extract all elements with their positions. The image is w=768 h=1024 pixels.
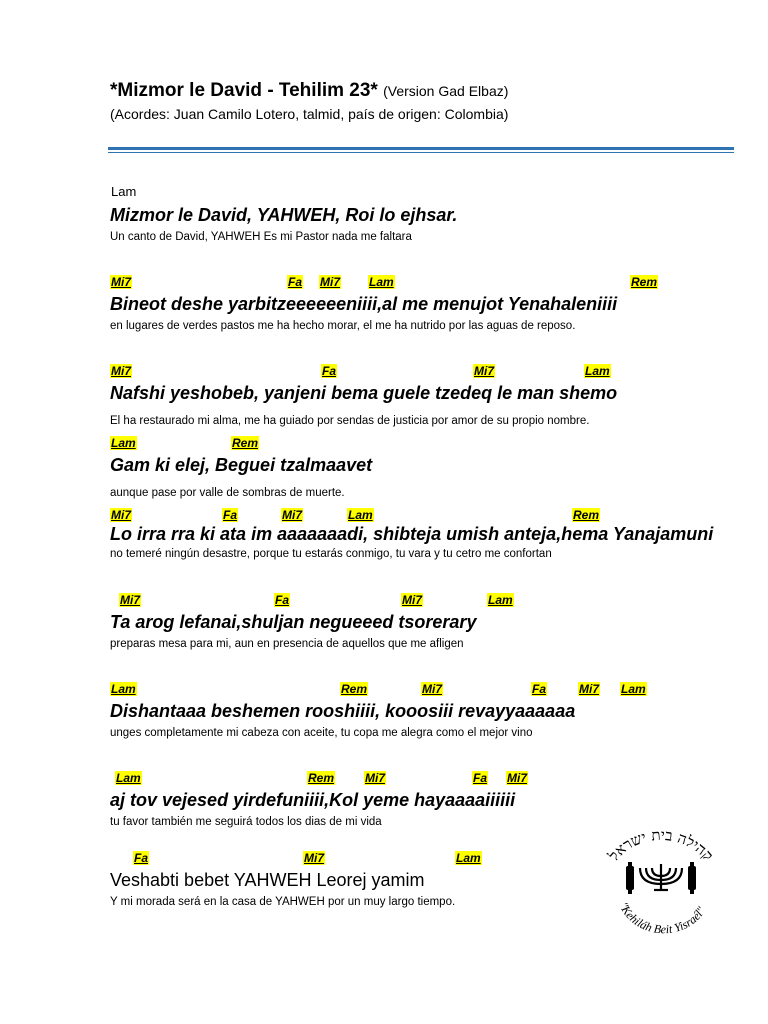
chord: Rem xyxy=(631,275,658,289)
chord: Mi7 xyxy=(422,682,443,696)
chord: Lam xyxy=(621,682,646,696)
chord: Lam xyxy=(348,508,373,522)
lyric-line: Dishantaaa beshemen rooshiiii, kooosiii revayyaaaaaa xyxy=(110,701,576,721)
lyric-line: Bineot deshe yarbitzeeeeeeniiii,al me menujot Yenahaleniiii xyxy=(110,294,618,314)
lyric-line: Nafshi yeshobeb, yanjeni bema guele tzedeq le man shemo xyxy=(110,383,618,403)
translation-line: unges completamente mi cabeza con aceite, tu copa me alegra como el mejor vino xyxy=(110,727,533,739)
lyric-line: Mizmor le David, YAHWEH, Roi lo ejhsar. xyxy=(110,205,458,225)
chord: Lam xyxy=(111,682,136,696)
chord: Fa xyxy=(473,771,488,785)
translation-line: no temeré ningún desastre, porque tu estarás conmigo, tu vara y tu cetro me confortan xyxy=(110,548,552,560)
page-title xyxy=(110,80,508,102)
lyric-line: Veshabti bebet YAHWEH Leorej yamim xyxy=(110,870,425,890)
divider-line xyxy=(108,147,734,150)
translation-line: en lugares de verdes pastos me ha hecho morar, el me ha nutrido por las aguas de reposo. xyxy=(110,320,576,332)
chord: Lam xyxy=(111,184,137,199)
chord: Mi7 xyxy=(474,364,495,378)
chord: Mi7 xyxy=(120,593,141,607)
chord: Mi7 xyxy=(111,364,132,378)
menorah-torah-logo-icon xyxy=(588,820,734,946)
chord: Rem xyxy=(308,771,335,785)
chord: Fa xyxy=(134,851,149,865)
lyric-line: aj tov vejesed yirdefuniiii,Kol yeme hayaaaaiiiiii xyxy=(110,790,516,810)
chord: Mi7 xyxy=(111,275,132,289)
chord: Lam xyxy=(111,436,136,450)
chord: Rem xyxy=(573,508,600,522)
translation-line: Un canto de David, YAHWEH Es mi Pastor nada me faltara xyxy=(110,231,412,243)
lyric-line: Ta arog lefanai,shuljan negueeed tsorerary xyxy=(110,612,477,632)
translation-line: El ha restaurado mi alma, me ha guiado por sendas de justicia por amor de su propio nombre. xyxy=(110,415,590,427)
chord: Fa xyxy=(532,682,547,696)
translation-line: preparas mesa para mi, aun en presencia de aquellos que me afligen xyxy=(110,638,464,650)
chord: Lam xyxy=(116,771,141,785)
chord: Mi7 xyxy=(507,771,528,785)
chord: Mi7 xyxy=(282,508,303,522)
chord: Fa xyxy=(288,275,303,289)
chord: Fa xyxy=(275,593,290,607)
chord: Mi7 xyxy=(320,275,341,289)
song-title: *Mizmor le David - Tehilim 23* xyxy=(110,80,378,101)
chord: Lam xyxy=(585,364,610,378)
chord: Fa xyxy=(223,508,238,522)
logo-hebrew-text: קהילה בית ישראל xyxy=(604,825,718,865)
song-version: (Version Gad Elbaz) xyxy=(383,83,509,99)
lyric-line: Lo irra rra ki ata im aaaaaaadi, shibteja umish anteja,hema Yanajamuni xyxy=(110,524,714,544)
logo-latin-text: "Kehiláh Beit Yisraél" xyxy=(616,900,709,937)
translation-line: aunque pase por valle de sombras de muerte. xyxy=(110,487,345,499)
kehilah-logo xyxy=(588,820,734,946)
song-credits: (Acordes: Juan Camilo Lotero, talmid, país de origen: Colombia) xyxy=(110,106,509,122)
chord: Mi7 xyxy=(365,771,386,785)
divider-line-thin xyxy=(108,152,734,153)
chord: Lam xyxy=(369,275,394,289)
translation-line: Y mi morada será en la casa de YAHWEH por un muy largo tiempo. xyxy=(110,896,456,908)
lyric-line: Gam ki elej, Beguei tzalmaavet xyxy=(110,455,373,475)
chord: Lam xyxy=(456,851,481,865)
chord: Rem xyxy=(341,682,368,696)
chord: Mi7 xyxy=(402,593,423,607)
translation-line: tu favor también me seguirá todos los dias de mi vida xyxy=(110,816,382,828)
chord: Mi7 xyxy=(111,508,132,522)
chord: Mi7 xyxy=(304,851,325,865)
chord: Fa xyxy=(322,364,337,378)
chord: Lam xyxy=(488,593,513,607)
chord: Rem xyxy=(232,436,259,450)
chord: Mi7 xyxy=(579,682,600,696)
menorah-icon xyxy=(640,864,682,890)
